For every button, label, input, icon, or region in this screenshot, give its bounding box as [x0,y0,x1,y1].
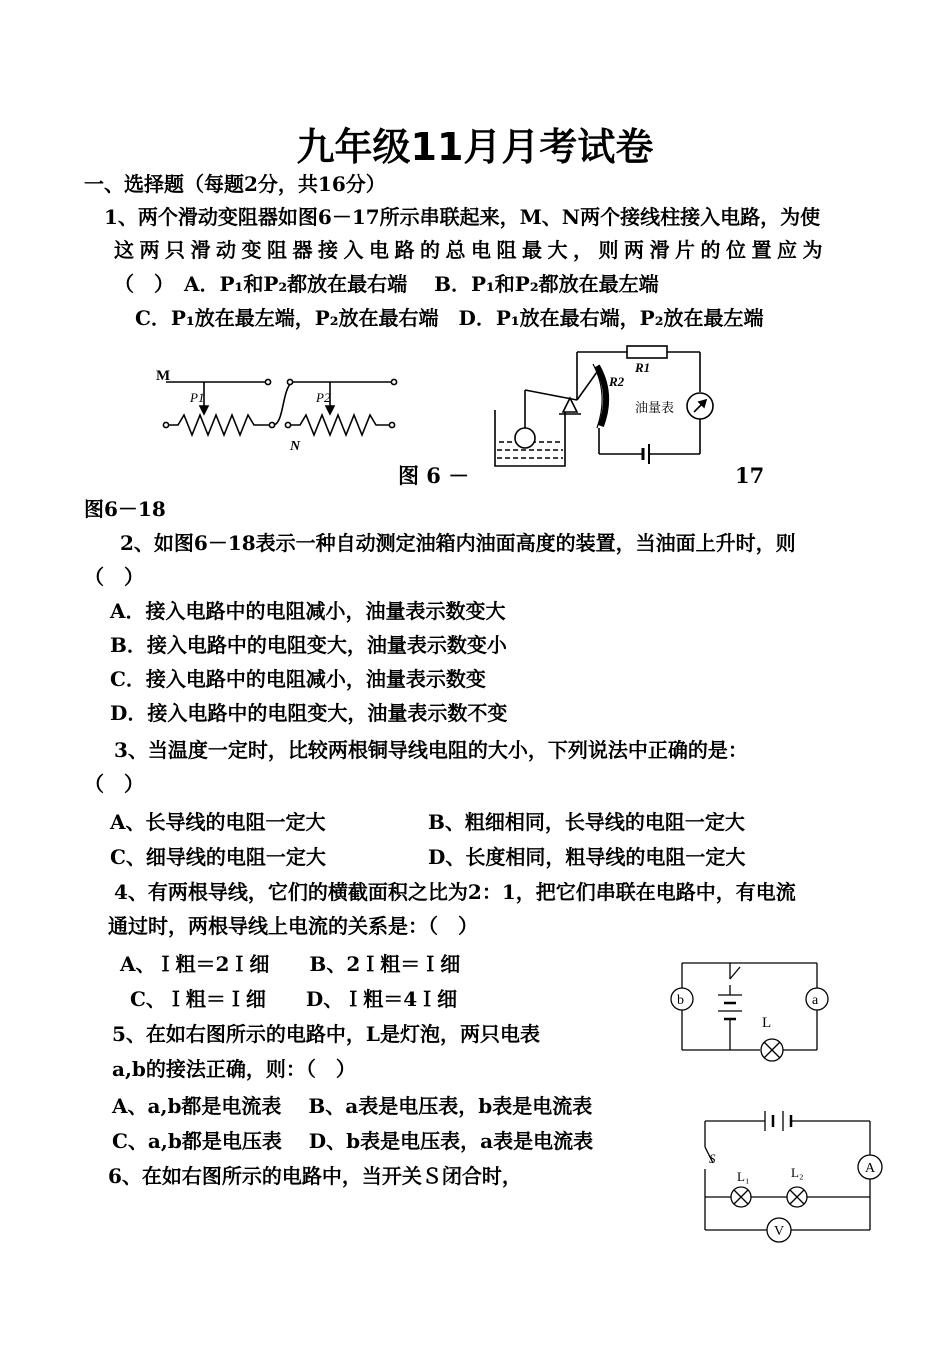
fig617-caption-b: 17 [735,463,765,488]
meter-label: 油量表 [635,400,675,415]
label-r2: R2 [609,374,625,389]
label-n: N [290,439,301,454]
q2-stem2: （ ） [84,565,144,589]
page-title: 九年级11月月考试卷 [296,125,654,169]
q3-stem1: 3、当温度一定时，比较两根铜导线电阻的大小，下列说法中正确的是： [114,738,748,762]
q4-stem2: 通过时，两根导线上电流的关系是：（ ） [108,914,478,938]
q3-option-d: D、长度相同，粗导线的电阻一定大 [428,845,746,869]
q2-option-a: A．接入电路中的电阻减小，油量表示数变大 [110,599,506,623]
rheostat-figure [150,360,410,460]
q1-line3: （ ） A．P₁和P₂都放在最右端 B．P₁和P₂都放在最左端 [114,272,659,296]
section-heading: 一、选择题（每题2分，共16分） [84,172,386,196]
q5-circuit-figure [662,955,842,1065]
oil-gauge-figure [485,342,725,470]
meter-a-label: a [812,993,819,1008]
q2-option-c: C．接入电路中的电阻减小，油量表示数变 [110,667,486,691]
q2-option-b: B．接入电路中的电阻变大，油量表示数变小 [110,633,507,657]
q1-line2: 这两只滑动变阻器接入电路的总电阻最大，则两滑片的位置应为 [114,238,828,262]
q5-options-ab: A、a,b都是电流表 B、a表是电压表，b表是电流表 [112,1094,593,1118]
q1-line4: C．P₁放在最左端，P₂放在最右端 D．P₁放在最右端，P₂放在最左端 [135,306,764,330]
fig618-caption: 图6－18 [84,497,166,521]
q4-stem1: 4、有两根导线，它们的横截面积之比为2：1，把它们串联在电路中，有电流 [114,880,796,904]
q6-circuit-figure [695,1105,895,1245]
lamp-l2-label: L₂ [791,1165,804,1180]
q5-stem1: 5、在如右图所示的电路中，L是灯泡，两只电表 [112,1022,540,1046]
label-p1: P1 [190,390,205,405]
lamp-l1-label: L₁ [737,1169,750,1184]
q4-options-cd: C、Ｉ粗＝Ｉ细 D、Ｉ粗＝4Ｉ细 [130,987,458,1011]
q1-line1: 1、两个滑动变阻器如图6－17所示串联起来，M、N两个接线柱接入电路，为使 [104,205,821,229]
label-m: M [156,368,171,384]
voltmeter-label: V [774,1224,785,1239]
q2-option-d: D．接入电路中的电阻变大，油量表示数不变 [110,701,508,725]
q5-options-cd: C、a,b都是电压表 D、b表是电压表，a表是电流表 [112,1129,594,1153]
switch-s-label: S [709,1151,716,1166]
q5-stem2: a,b的接法正确，则：（ ） [112,1057,356,1081]
q3-stem2: （ ） [84,772,144,796]
q3-option-b: B、粗细相同，长导线的电阻一定大 [428,810,745,834]
q4-options-ab: A、Ｉ粗＝2Ｉ细 B、2Ｉ粗＝Ｉ细 [120,952,461,976]
label-r1: R1 [635,360,651,375]
label-p2: P2 [316,390,331,405]
lamp-l-label: L [762,1015,772,1031]
ammeter-label: A [865,1161,876,1176]
q3-option-a: A、长导线的电阻一定大 [110,810,326,834]
q3-option-c: C、细导线的电阻一定大 [110,845,326,869]
q6-stem1: 6、在如右图所示的电路中，当开关Ｓ闭合时， [108,1164,522,1188]
q2-stem1: 2、如图6－18表示一种自动测定油箱内油面高度的装置，当油面上升时，则 [120,531,796,555]
fig617-caption-a: 图 6 － [398,463,470,488]
meter-b-label: b [677,993,684,1008]
